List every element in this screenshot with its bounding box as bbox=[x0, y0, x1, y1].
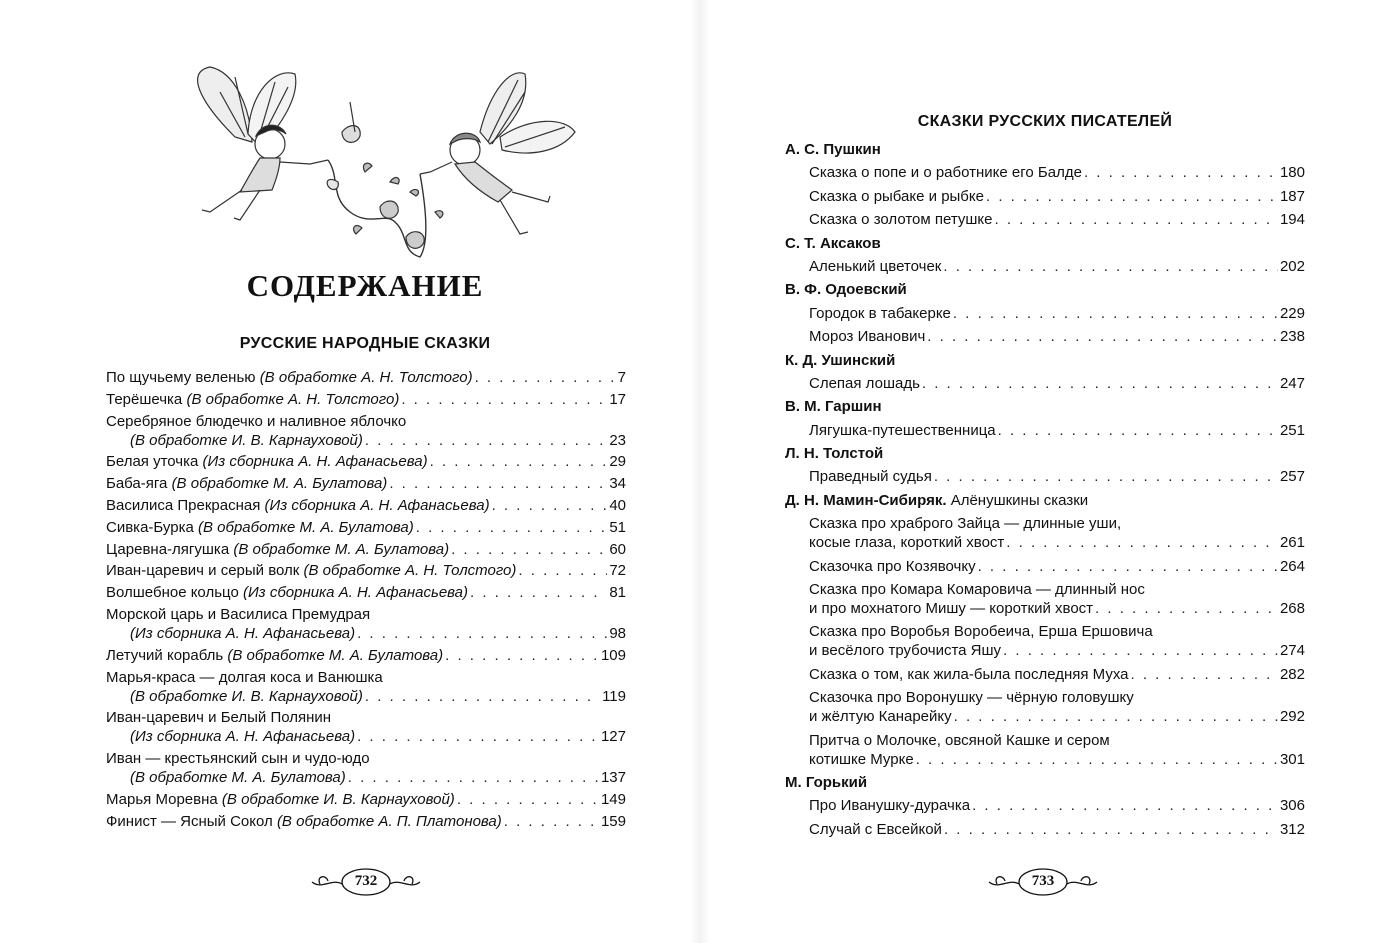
leader-dots bbox=[518, 561, 607, 580]
leader-dots bbox=[934, 467, 1278, 486]
entry-note: (В обработке А. П. Платонова) bbox=[276, 812, 502, 830]
toc-entry[interactable] bbox=[106, 708, 626, 746]
entry-title: Мороз Иванович bbox=[809, 328, 926, 346]
toc-entry[interactable] bbox=[785, 557, 1305, 576]
entry-page: 23 bbox=[609, 431, 626, 449]
entry-title: Баба-яга bbox=[106, 475, 168, 493]
leader-dots bbox=[389, 474, 607, 493]
entry-page: 292 bbox=[1279, 708, 1305, 726]
entry-note: (В обработке М. А. Булатова) bbox=[227, 646, 444, 664]
entry-page: 81 bbox=[609, 584, 626, 602]
entry-page: 194 bbox=[1279, 211, 1305, 229]
section-heading-russian-writers: СКАЗКИ РУССКИХ ПИСАТЕЛЕЙ bbox=[917, 113, 1173, 130]
entry-page: 261 bbox=[1279, 534, 1305, 552]
entry-page: 149 bbox=[600, 790, 626, 808]
page-number: 733 bbox=[1031, 873, 1055, 889]
author-name: Д. Н. Мамин-Сибиряк. bbox=[785, 491, 947, 509]
entry-title: По щучьему веленью bbox=[106, 369, 256, 386]
entry-title: Случай с Евсейкой bbox=[809, 820, 942, 838]
entry-title: Праведный судья bbox=[809, 468, 932, 486]
leader-dots bbox=[978, 557, 1278, 576]
leader-dots bbox=[365, 687, 600, 706]
toc-entry[interactable] bbox=[106, 812, 626, 831]
entry-title: Аленький цветочек bbox=[809, 257, 942, 275]
toc-entry[interactable] bbox=[785, 796, 1305, 815]
leader-dots bbox=[492, 496, 608, 515]
entry-page: 306 bbox=[1279, 797, 1305, 815]
page-number-ornament bbox=[983, 864, 1103, 900]
section-heading-folk-tales: РУССКИЕ НАРОДНЫЕ СКАЗКИ bbox=[239, 335, 491, 352]
entry-page: 187 bbox=[1279, 187, 1305, 205]
toc-entry[interactable] bbox=[106, 749, 626, 787]
entry-title: Белая уточка bbox=[106, 453, 199, 471]
toc-entry[interactable] bbox=[785, 257, 1305, 276]
leader-dots bbox=[1003, 641, 1278, 660]
entry-note: (В обработке А. Н. Толстого) bbox=[303, 562, 517, 580]
page-number: 732 bbox=[354, 873, 378, 889]
entry-page: 202 bbox=[1279, 257, 1305, 275]
entry-title-line2: и весёлого трубочиста Яшу bbox=[809, 642, 1002, 660]
leader-dots bbox=[994, 210, 1277, 229]
entry-page: 282 bbox=[1279, 665, 1305, 683]
entry-title: Лягушка-путешественница bbox=[809, 421, 996, 439]
entry-title-line1: Сказка про Воробья Воробеича, Ерша Ершовича bbox=[809, 623, 1153, 641]
author-heading: В. М. Гаршин bbox=[785, 398, 882, 416]
entry-title-line2: котишке Мурке bbox=[809, 750, 914, 768]
leader-dots bbox=[1084, 163, 1278, 182]
entry-page: 312 bbox=[1279, 820, 1305, 838]
toc-entry[interactable] bbox=[106, 790, 626, 809]
entry-page: 274 bbox=[1279, 642, 1305, 660]
entry-note: (Из сборника А. Н. Афанасьева) bbox=[130, 624, 356, 642]
leader-dots bbox=[470, 583, 607, 602]
toc-entry[interactable] bbox=[785, 580, 1305, 618]
leader-dots bbox=[916, 750, 1278, 769]
entry-title-line2: и жёлтую Канарейку bbox=[809, 708, 952, 726]
toc-entry[interactable] bbox=[106, 368, 626, 387]
contents-title: СОДЕРЖАНИЕ bbox=[246, 268, 484, 303]
entry-title: Городок в табакерке bbox=[809, 304, 951, 322]
entry-page: 247 bbox=[1279, 374, 1305, 392]
leader-dots bbox=[365, 431, 607, 450]
entry-page: 7 bbox=[617, 369, 626, 386]
toc-entry[interactable] bbox=[106, 390, 626, 409]
entry-title-line1: Сказка про Комара Комаровича — длинный нос bbox=[809, 581, 1145, 599]
entry-page: 60 bbox=[609, 540, 626, 558]
leader-dots bbox=[1006, 533, 1278, 552]
entry-page: 229 bbox=[1279, 304, 1305, 322]
entry-title: Сивка-Бурка bbox=[106, 518, 194, 536]
entry-note: (В обработке И. В. Карнауховой) bbox=[130, 687, 363, 705]
toc-entry[interactable] bbox=[106, 474, 626, 493]
entry-title: Царевна-лягушка bbox=[106, 540, 230, 558]
entry-note: (В обработке М. А. Булатова) bbox=[171, 475, 388, 493]
entry-page: 34 bbox=[609, 475, 626, 493]
fairies-illustration bbox=[180, 62, 580, 272]
toc-entry[interactable] bbox=[106, 540, 626, 559]
leader-dots bbox=[445, 646, 599, 665]
entry-page: 17 bbox=[609, 390, 626, 408]
entry-page: 264 bbox=[1279, 557, 1305, 575]
leader-dots bbox=[430, 452, 608, 471]
leader-dots bbox=[357, 727, 599, 746]
author-heading: М. Горький bbox=[785, 773, 868, 791]
entry-page: 257 bbox=[1279, 468, 1305, 486]
entry-page: 159 bbox=[600, 812, 626, 830]
entry-title: Сказка о попе и о работнике его Балде bbox=[809, 164, 1082, 182]
entry-title: Серебряное блюдечко и наливное яблочко bbox=[106, 412, 407, 430]
entry-title-line2: и про мохнатого Мишу — короткий хвост bbox=[809, 600, 1094, 618]
author-heading: С. Т. Аксаков bbox=[785, 234, 881, 252]
toc-entry[interactable] bbox=[106, 561, 626, 580]
entry-note: (В обработке М. А. Булатова) bbox=[233, 540, 450, 558]
entry-note: (В обработке И. В. Карнауховой) bbox=[130, 431, 363, 449]
writers-tales-toc bbox=[785, 140, 1305, 843]
entry-page: 238 bbox=[1279, 328, 1305, 346]
entry-title: Сказочка про Козявочку bbox=[809, 557, 976, 575]
entry-page: 301 bbox=[1279, 750, 1305, 768]
leader-dots bbox=[1095, 599, 1278, 618]
entry-note: (В обработке А. Н. Толстого) bbox=[259, 369, 473, 386]
entry-title: Морской царь и Василиса Премудрая bbox=[106, 605, 371, 623]
leader-dots bbox=[457, 790, 599, 809]
toc-entry[interactable] bbox=[785, 187, 1305, 206]
leader-dots bbox=[954, 707, 1278, 726]
entry-note: (В обработке М. А. Булатова) bbox=[130, 769, 346, 787]
leader-dots bbox=[943, 257, 1278, 276]
entry-page: 51 bbox=[609, 518, 626, 536]
entry-page: 119 bbox=[602, 687, 626, 705]
toc-entry[interactable] bbox=[106, 518, 626, 537]
entry-note: (В обработке А. Н. Толстого) bbox=[186, 390, 400, 408]
entry-title: Василиса Прекрасная bbox=[106, 496, 261, 514]
leader-dots bbox=[475, 368, 616, 387]
entry-title: Сказка о том, как жила-была последняя Муха bbox=[809, 665, 1129, 683]
leader-dots bbox=[357, 624, 607, 643]
author-heading: В. Ф. Одоевский bbox=[785, 281, 907, 299]
leader-dots bbox=[401, 390, 607, 409]
leader-dots bbox=[944, 820, 1278, 839]
toc-entry[interactable] bbox=[106, 668, 626, 706]
entry-title: Волшебное кольцо bbox=[106, 584, 239, 602]
leader-dots bbox=[451, 540, 607, 559]
author-heading: К. Д. Ушинский bbox=[785, 351, 896, 369]
entry-note: (В обработке И. В. Карнауховой) bbox=[221, 790, 455, 808]
toc-entry[interactable] bbox=[785, 210, 1305, 229]
toc-entry[interactable] bbox=[785, 421, 1305, 440]
page-number-ornament bbox=[306, 864, 426, 900]
entry-title: Иван-царевич и серый волк bbox=[106, 562, 300, 580]
entry-note: (Из сборника А. Н. Афанасьева) bbox=[242, 584, 469, 602]
entry-page: 109 bbox=[600, 646, 626, 664]
leader-dots bbox=[953, 304, 1278, 323]
toc-entry[interactable] bbox=[785, 467, 1305, 486]
entry-page: 268 bbox=[1279, 600, 1305, 618]
toc-entry[interactable] bbox=[785, 688, 1305, 726]
toc-entry[interactable] bbox=[106, 412, 626, 450]
toc-entry[interactable] bbox=[785, 731, 1305, 769]
toc-entry[interactable] bbox=[785, 304, 1305, 323]
entry-title: Летучий корабль bbox=[106, 646, 224, 664]
leader-dots bbox=[927, 327, 1278, 346]
toc-entry[interactable] bbox=[106, 583, 626, 602]
entry-page: 251 bbox=[1279, 421, 1305, 439]
author-heading bbox=[785, 491, 1305, 510]
entry-title-line1: Сказка про храброго Зайца — длинные уши, bbox=[809, 515, 1122, 533]
entry-title-line1: Притча о Молочке, овсяной Кашке и сером bbox=[809, 731, 1110, 749]
entry-note: (Из сборника А. Н. Афанасьева) bbox=[264, 496, 490, 514]
toc-entry[interactable] bbox=[106, 452, 626, 471]
entry-title: Слепая лошадь bbox=[809, 374, 920, 392]
leader-dots bbox=[348, 768, 599, 787]
entry-title: Сказка о золотом петушке bbox=[809, 211, 993, 229]
entry-title: Финист — Ясный Сокол bbox=[106, 812, 273, 830]
toc-entry[interactable] bbox=[785, 622, 1305, 660]
entry-title-line1: Сказочка про Воронушку — чёрную головушку bbox=[809, 689, 1134, 707]
toc-entry[interactable] bbox=[785, 514, 1305, 552]
entry-title: Про Иванушку-дурачка bbox=[809, 797, 971, 815]
toc-entry[interactable] bbox=[106, 605, 626, 643]
entry-title: Сказка о рыбаке и рыбке bbox=[809, 187, 984, 205]
entry-note: (Из сборника А. Н. Афанасьева) bbox=[130, 728, 356, 746]
entry-title: Терёшечка bbox=[106, 390, 183, 408]
entry-title: Иван — крестьянский сын и чудо-юдо bbox=[106, 750, 370, 768]
entry-title: Марья-краса — долгая коса и Ванюшка bbox=[106, 668, 383, 686]
leader-dots bbox=[1131, 665, 1278, 684]
toc-entry[interactable] bbox=[785, 665, 1305, 684]
entry-note: (В обработке М. А. Булатова) bbox=[198, 518, 414, 536]
leader-dots bbox=[922, 374, 1278, 393]
entry-title-line2: косые глаза, короткий хвост bbox=[809, 534, 1005, 552]
leader-dots bbox=[416, 518, 608, 537]
toc-entry[interactable] bbox=[106, 496, 626, 515]
entry-page: 72 bbox=[609, 562, 626, 580]
right-page bbox=[700, 0, 1400, 943]
entry-page: 98 bbox=[609, 624, 626, 642]
entry-title: Марья Моревна bbox=[106, 790, 218, 808]
entry-page: 127 bbox=[600, 728, 626, 746]
entry-title: Иван-царевич и Белый Полянин bbox=[106, 709, 332, 727]
collection-title: Алёнушкины сказки bbox=[950, 491, 1089, 509]
author-heading: Л. Н. Толстой bbox=[785, 445, 884, 463]
toc-entry[interactable] bbox=[785, 374, 1305, 393]
entry-note: (Из сборника А. Н. Афанасьева) bbox=[202, 453, 428, 471]
entry-page: 40 bbox=[609, 496, 626, 514]
author-heading: А. С. Пушкин bbox=[785, 141, 881, 158]
toc-entry[interactable] bbox=[785, 163, 1305, 182]
folk-tales-toc bbox=[106, 368, 626, 834]
entry-page: 137 bbox=[600, 769, 626, 787]
toc-entry[interactable] bbox=[785, 820, 1305, 839]
entry-page: 180 bbox=[1279, 164, 1305, 182]
toc-entry[interactable] bbox=[106, 646, 626, 665]
leader-dots bbox=[504, 812, 599, 831]
entry-page: 29 bbox=[609, 453, 626, 471]
toc-entry[interactable] bbox=[785, 327, 1305, 346]
leader-dots bbox=[986, 187, 1278, 206]
leader-dots bbox=[998, 421, 1278, 440]
leader-dots bbox=[972, 796, 1278, 815]
